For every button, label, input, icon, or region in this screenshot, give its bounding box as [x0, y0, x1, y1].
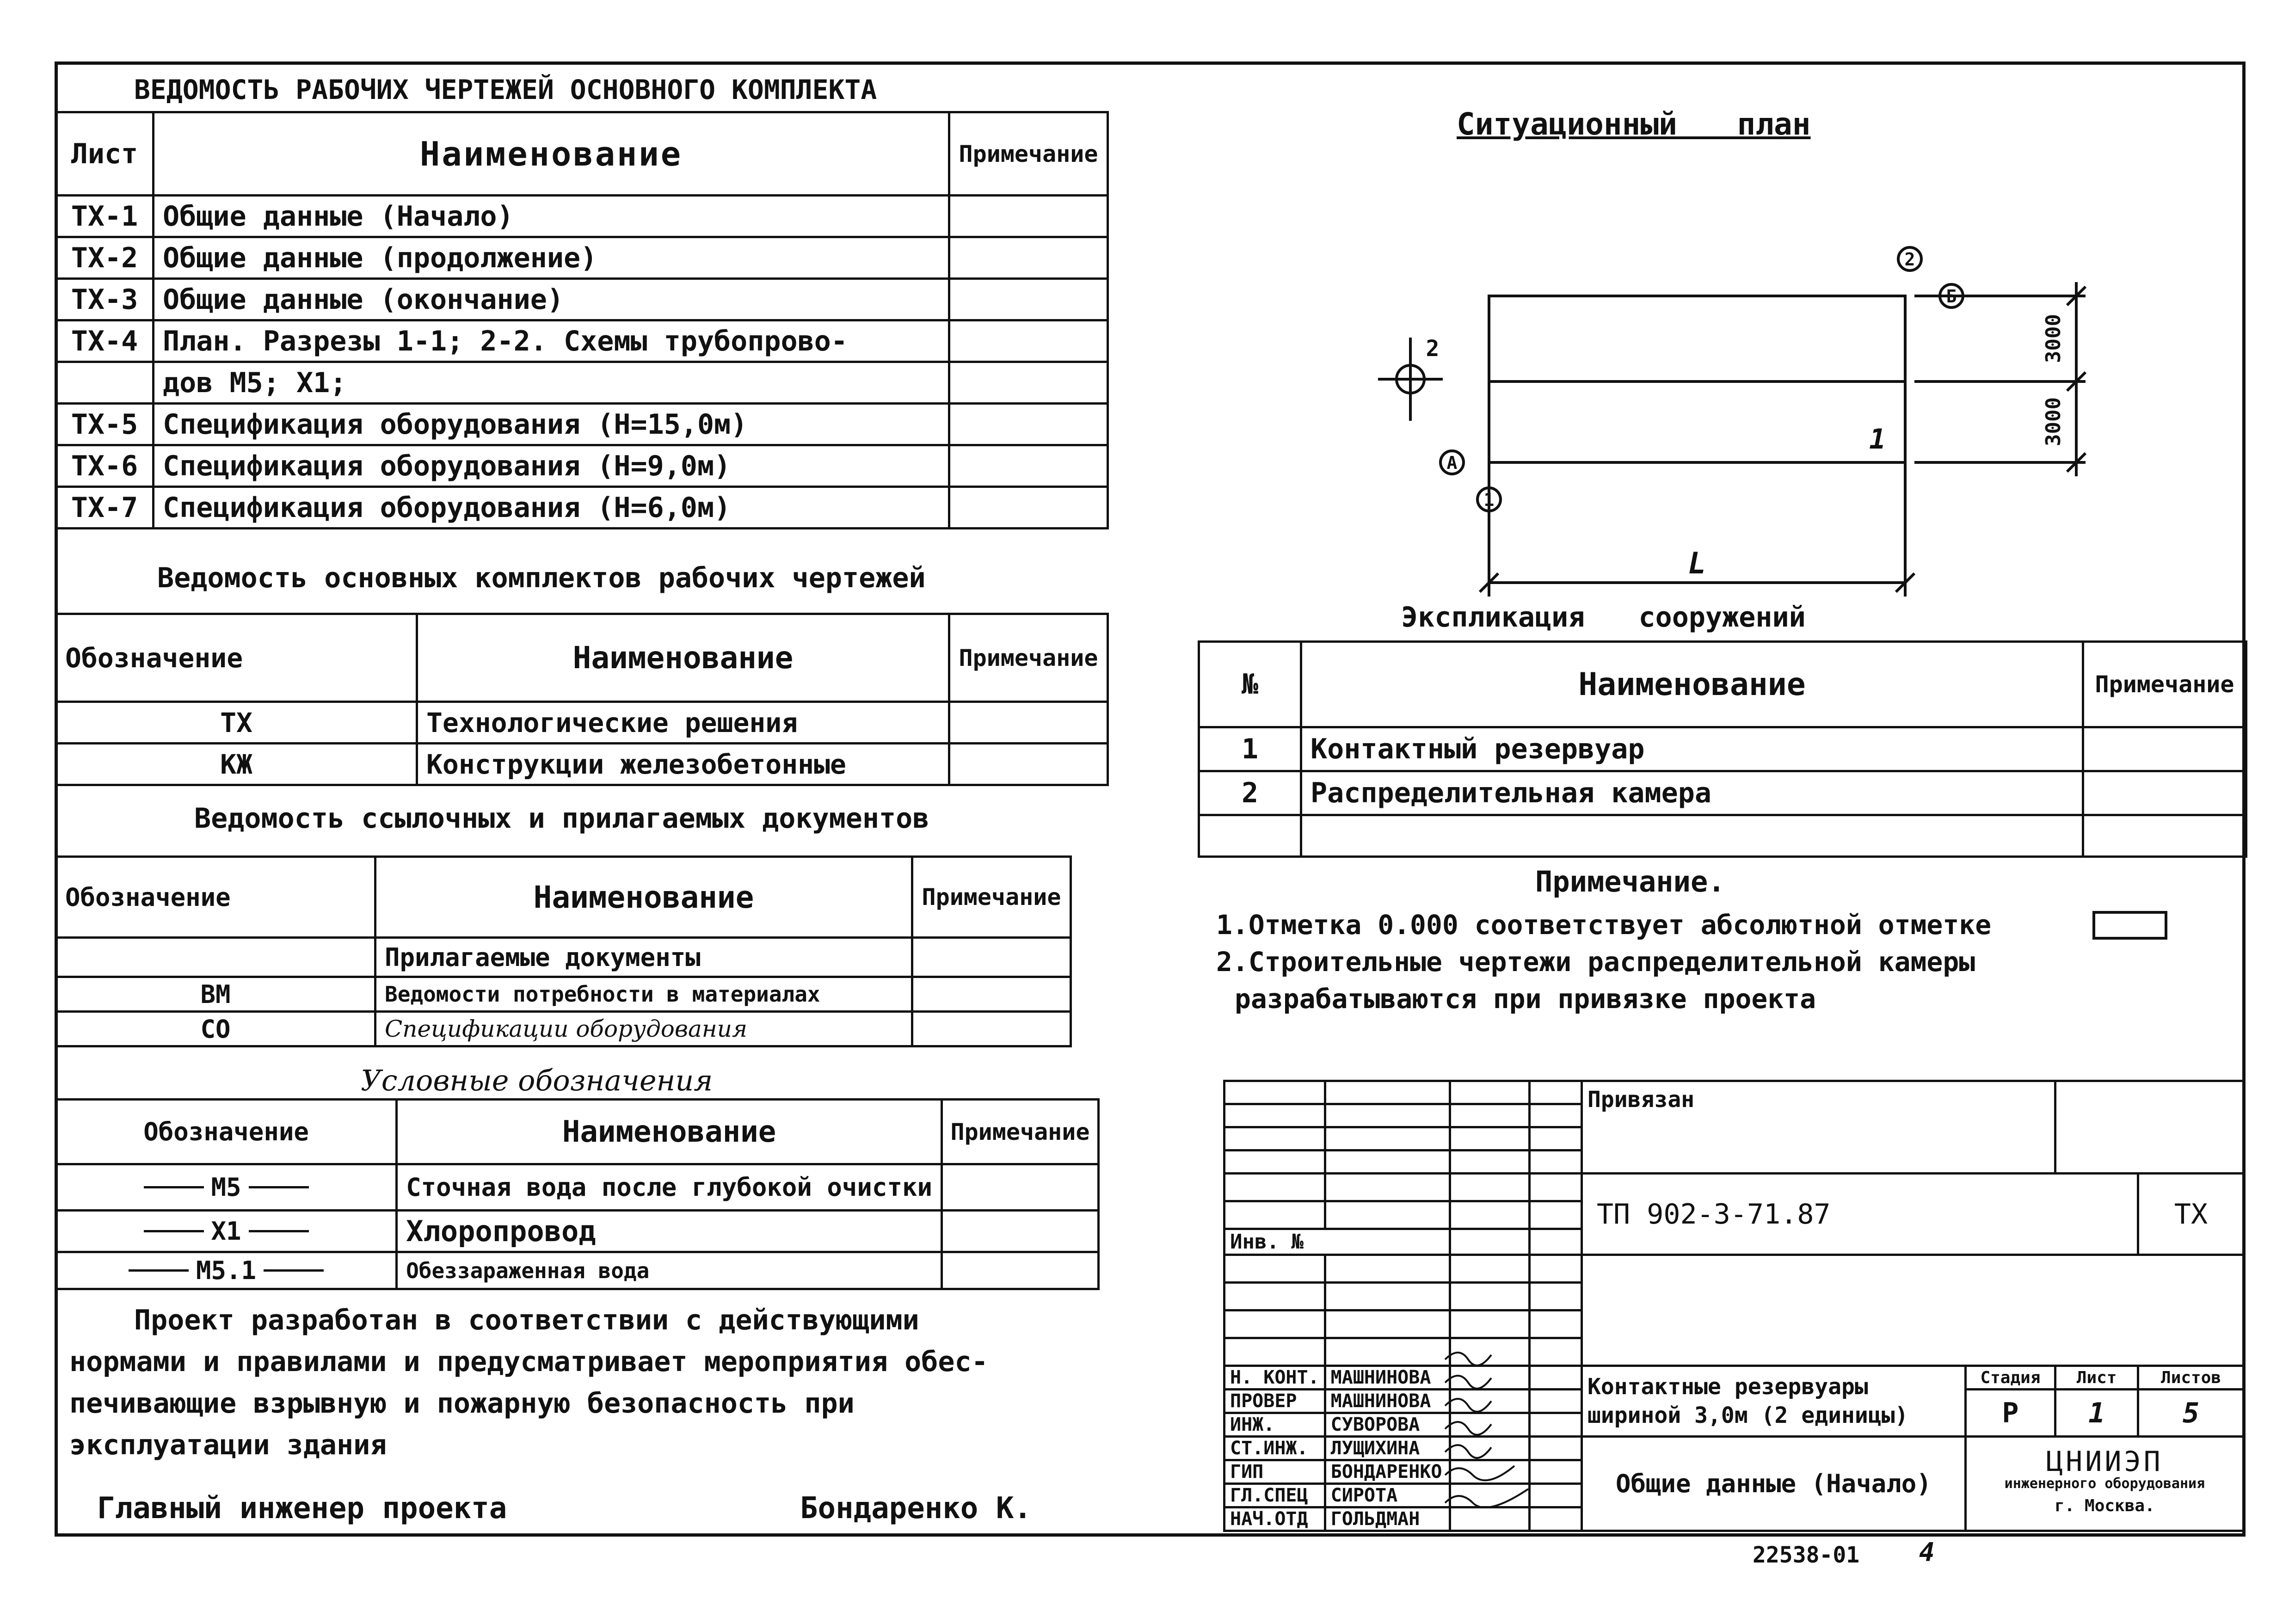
staff-name: СУВОРОВА [1325, 1413, 1450, 1437]
symbol-name: Обеззараженная вода [397, 1252, 942, 1289]
ref-docs-title: Ведомость ссылочных и прилагаемых документов [194, 802, 929, 835]
sheet-code: ТХ-6 [56, 445, 154, 487]
set-code: ТХ [2138, 1174, 2244, 1255]
doc-name: Ведомости потребности в материалах [375, 977, 912, 1012]
pipeline-symbol: М5 [65, 1173, 387, 1202]
doc-name: Спецификации оборудования [375, 1012, 912, 1046]
col-code: Обозначение [56, 614, 417, 702]
pipeline-symbol: М5.1 [65, 1256, 387, 1285]
staff-role: НАЧ.ОТД [1224, 1507, 1325, 1531]
col-code: Обозначение [56, 857, 375, 938]
sheet-code: ТХ-5 [56, 404, 154, 445]
main-sets-title: Ведомость основных комплектов рабочих чертежей [157, 562, 926, 594]
ref-docs-table [55, 855, 1072, 1047]
axis-label-b: Б [1946, 286, 1957, 307]
staff-name: МАШНИНОВА [1325, 1366, 1450, 1390]
main-drawings-table [55, 111, 1109, 529]
col-name: Наименование [375, 857, 912, 938]
col-code: Обозначение [56, 1100, 397, 1164]
staff-role: ГЛ.СПЕЦ [1224, 1484, 1325, 1507]
bound-label: Привязан [1581, 1081, 2055, 1174]
statement-line: эксплуатации здания [69, 1429, 387, 1461]
sheet-code: ТХ-4 [56, 320, 154, 362]
col-name: Наименование [154, 112, 949, 196]
sheet-name: Спецификация оборудования (Н=15,0м) [154, 404, 949, 445]
staff-role: ГИП [1224, 1460, 1325, 1484]
symbol-name: Хлоропровод [397, 1211, 942, 1252]
notes-list [1216, 906, 1991, 1017]
col-no: № [1199, 642, 1301, 727]
col-note: Примечание [912, 857, 1071, 938]
stage-label: Стадия [1965, 1366, 2055, 1390]
symbols-title: Условные обозначения [361, 1064, 713, 1097]
col-note: Примечание [949, 614, 1108, 702]
sheet-name: дов М5; Х1; [154, 362, 949, 404]
structure-no: 1 [1199, 727, 1301, 771]
sheets-label: Листов [2138, 1366, 2244, 1390]
staff-name: СИРОТА [1325, 1484, 1450, 1507]
sheet-name: Общие данные (Начало) [154, 196, 949, 237]
attached-docs-subheader: Прилагаемые документы [375, 938, 912, 977]
note-line: 1.Отметка 0.000 соответствует абсолютной отметке [1216, 909, 1992, 941]
signatures [1440, 1346, 1570, 1540]
chief-engineer-name: Бондаренко К. [800, 1491, 1032, 1526]
doc-code: СО [56, 1012, 375, 1046]
building-number: 1 [1869, 423, 1886, 455]
col-sheet: Лист [56, 112, 154, 196]
sheet-code: ТХ-2 [56, 237, 154, 279]
notes-title: Примечание. [1535, 865, 1725, 898]
length-label: L [1688, 547, 1706, 581]
sheet-title: Общие данные (Начало) [1581, 1437, 1965, 1531]
project-statement [69, 1299, 988, 1466]
staff-name: ГОЛЬДМАН [1325, 1507, 1450, 1531]
stage-value: Р [1965, 1390, 2055, 1437]
pipeline-symbol: Х1 [65, 1217, 387, 1246]
org-city: г. Москва. [2055, 1496, 2155, 1515]
chief-engineer-role: Главный инженер проекта [97, 1491, 507, 1526]
axis-label-1: 1 [1483, 490, 1495, 510]
main-drawings-title: ВЕДОМОСТЬ РАБОЧИХ ЧЕРТЕЖЕЙ ОСНОВНОГО КОМПЛЕКТА [134, 74, 877, 105]
doc-code: ВМ [56, 977, 375, 1012]
staff-role: ПРОВЕР [1224, 1390, 1325, 1413]
sheet-name: План. Разрезы 1-1; 2-2. Схемы трубопрово- [154, 320, 949, 362]
dim-bottom: 3000 [2042, 397, 2065, 446]
staff-role: ИНЖ. [1224, 1413, 1325, 1437]
elevation-mark-box [2092, 911, 2167, 940]
col-name: Наименование [1301, 642, 2083, 727]
structure-name: Контактный резервуар [1301, 727, 2083, 771]
staff-name: БОНДАРЕНКО [1325, 1460, 1450, 1484]
statement-line: нормами и правилами и предусматривает мероприятия обес- [69, 1346, 988, 1378]
structure-no: 2 [1199, 771, 1301, 815]
sheet-name: Общие данные (продолжение) [154, 237, 949, 279]
set-name: Технологические решения [417, 702, 949, 744]
note-line: разрабатываются при привязке проекта [1235, 983, 1816, 1015]
staff-role: Н. КОНТ. [1224, 1366, 1325, 1390]
symbols-table [55, 1098, 1100, 1290]
symbol-name: Сточная вода после глубокой очистки [397, 1164, 942, 1211]
sheet-name: Спецификация оборудования (Н=6,0м) [154, 487, 949, 529]
site-plan-title: Ситуационный план [1457, 106, 1811, 142]
set-code: КЖ [56, 744, 417, 785]
axis-label-2: 2 [1904, 249, 1915, 270]
object-title: Контактные резервуары шириной 3,0м (2 единицы) [1581, 1366, 1965, 1437]
staff-name: МАШНИНОВА [1325, 1390, 1450, 1413]
axis-label-a: А [1446, 453, 1458, 473]
archive-number: 22538-01 [1753, 1542, 1860, 1568]
dim-top: 3000 [2042, 314, 2065, 363]
main-sets-table [55, 613, 1109, 786]
statement-line: печивающие взрывную и пожарную безопасность при [69, 1387, 855, 1420]
sheets-value: 5 [2138, 1390, 2244, 1437]
north-label: 2 [1426, 336, 1440, 362]
sheet-value: 1 [2055, 1390, 2138, 1437]
col-note: Примечание [2083, 642, 2246, 727]
sheet-name: Общие данные (окончание) [154, 279, 949, 320]
col-note: Примечание [941, 1100, 1098, 1164]
building-outline [1489, 296, 1905, 462]
page-number: 4 [1919, 1538, 1935, 1568]
doc-code: ТП 902-3-71.87 [1581, 1174, 2138, 1255]
sheet-code: ТХ-1 [56, 196, 154, 237]
set-name: Конструкции железобетонные [417, 744, 949, 785]
staff-role: СТ.ИНЖ. [1224, 1437, 1325, 1460]
set-code: ТХ [56, 702, 417, 744]
explication-title: Экспликация сооружений [1401, 601, 1806, 634]
staff-name: ЛУЩИХИНА [1325, 1437, 1450, 1460]
note-line: 2.Строительные чертежи распределительной камеры [1216, 946, 1975, 978]
explication-table [1198, 640, 2247, 858]
statement-line: Проект разработан в соответствии с действующими [134, 1304, 919, 1336]
col-name: Наименование [417, 614, 949, 702]
org-sub: инженерного оборудования [2004, 1475, 2205, 1492]
sheet-code [56, 362, 154, 404]
sheet-code: ТХ-7 [56, 487, 154, 529]
col-note: Примечание [949, 112, 1108, 196]
org-name: ЦНИИЭП [2046, 1445, 2163, 1478]
col-name: Наименование [397, 1100, 942, 1164]
sheet-name: Спецификация оборудования (Н=9,0м) [154, 445, 949, 487]
sheet-label: Лист [2055, 1366, 2138, 1390]
site-plan-drawing [1341, 231, 2127, 624]
sheet-code: ТХ-3 [56, 279, 154, 320]
structure-name: Распределительная камера [1301, 771, 2083, 815]
inv-label: Инв. № [1224, 1229, 1450, 1255]
title-block [1223, 1080, 2245, 1532]
